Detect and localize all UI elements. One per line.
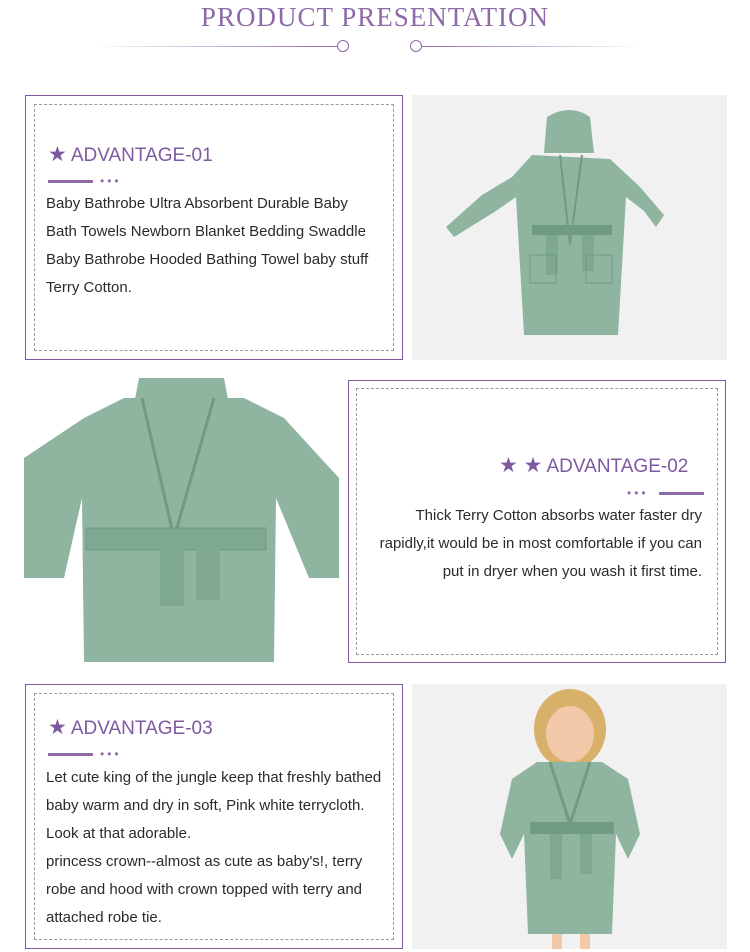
header-circle-left [337,40,349,52]
robe-product-photo [412,95,727,360]
robe-closeup-photo [24,378,339,662]
page-title: PRODUCT PRESENTATION [200,2,550,32]
advantage-01-heading [48,142,213,167]
advantage-02-title: ADVANTAGE-02 [546,456,689,477]
advantage-01-text [46,190,391,302]
advantage-01-decoration: ••• [48,178,128,184]
advantage-02-card [348,380,726,663]
text-line: put in dryer when you wash it first time. [442,563,702,580]
advantage-03-card [25,684,403,949]
advantage-02-text [365,502,702,586]
text-line: attached robe tie. [46,909,162,926]
star-icon: ★ [48,143,67,166]
advantage-03-text [46,764,396,932]
advantage-01-card [25,95,403,360]
text-line: Look at that adorable. [46,825,192,842]
header-divider-right [422,46,642,47]
header-divider-left [90,46,338,47]
text-line: Let cute king of the jungle keep that freshly bathed [46,769,382,786]
text-line: Bath Towels Newborn Blanket Bedding Swaddle [46,223,366,240]
advantage-03-decoration: ••• [48,751,128,757]
text-line: Baby Bathrobe Hooded Bathing Towel baby stuff [46,251,369,268]
header-circle-right [410,40,422,52]
text-line: robe and hood with crown topped with terry and [46,881,363,898]
text-line: rapidly,it would be in most comfortable if you can [379,535,702,552]
advantage-02-heading [499,453,688,478]
text-line: Thick Terry Cotton absorbs water faster dry [415,507,702,524]
advantage-02-decoration: ••• [627,490,707,496]
advantage-03-title: ADVANTAGE-03 [70,718,213,739]
child-wearing-robe-photo [412,684,727,949]
text-line: Baby Bathrobe Ultra Absorbent Durable Baby [46,195,348,212]
advantage-03-heading [48,715,213,740]
star-icon: ★ [48,716,67,739]
text-line: Terry Cotton. [46,279,132,296]
star-icon: ★ ★ [499,454,543,477]
text-line: baby warm and dry in soft, Pink white terrycloth. [46,797,365,814]
text-line: princess crown--almost as cute as baby's!, terry [46,853,363,870]
advantage-01-title: ADVANTAGE-01 [70,145,213,166]
